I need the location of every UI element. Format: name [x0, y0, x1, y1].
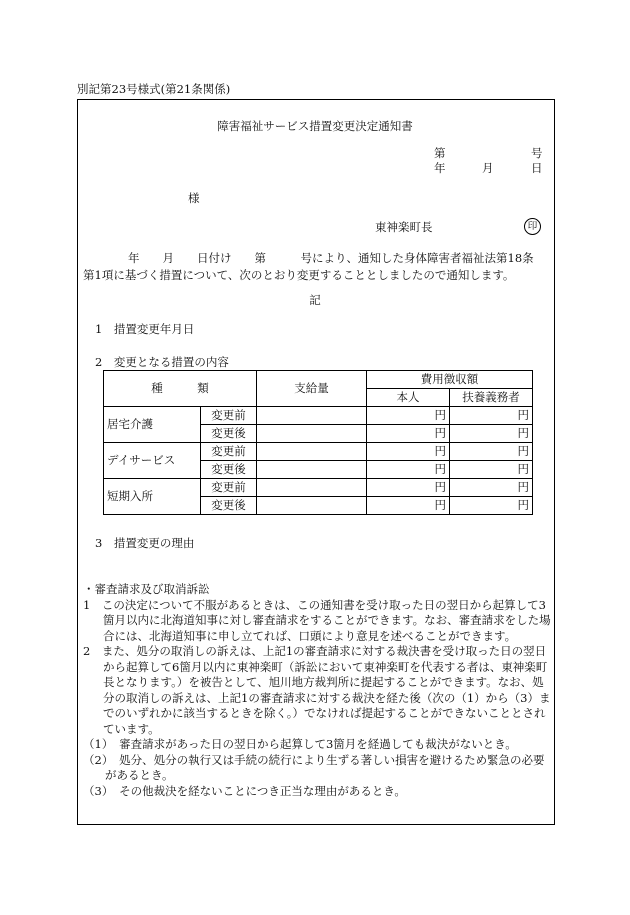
ki-heading: 記 [309, 293, 321, 307]
date-month: 月 [482, 161, 494, 175]
change-after: 変更後 [201, 425, 257, 443]
section-1-heading: 1 措置変更年月日 [95, 322, 195, 336]
yen-cell: 円 [450, 497, 533, 515]
amount-cell [257, 443, 367, 461]
service-name: 短期入所 [104, 479, 201, 515]
intro-line-2: 第1項に基づく措置について、次のとおり変更することとしましたので通知します。 [83, 268, 515, 282]
appeal-paragraph-2: 2 また、処分の取消しの訴えは、上記1の審査請求に対する裁決書を受け取った日の翌日から起算して6箇月以内に東神楽町（訴訟において東神楽町を代表する者は、東神楽町長となります。）を被告として、旭川地方裁判所に提起することができます。なお、処分の取消しの訴えは、上記1の審査請求に対する裁決を経た後（次の（1）から（3）までのいずれかに該当するときを除く。）でなければ提起することができないこととされています。 [83, 644, 551, 736]
yen-cell: 円 [367, 443, 450, 461]
amount-cell [257, 479, 367, 497]
yen-cell: 円 [450, 443, 533, 461]
seal-mark: 印 [524, 218, 541, 235]
date-day: 日 [531, 161, 543, 175]
change-after: 変更後 [201, 497, 257, 515]
appeal-item-3: （3） その他裁決を経ないことにつき正当な理由があるとき。 [83, 783, 406, 798]
yen-cell: 円 [367, 497, 450, 515]
service-name: デイサービス [104, 443, 201, 479]
header-guardian: 扶養義務者 [450, 389, 533, 407]
addressee-suffix: 様 [188, 191, 200, 205]
appeal-item-2: （2） 処分、処分の執行又は手続の続行により生ずる著しい損害を避けるため緊急の必要があるとき。 [83, 752, 545, 782]
header-self: 本人 [367, 389, 450, 407]
ref-no-prefix: 第 [434, 146, 446, 160]
yen-cell: 円 [450, 461, 533, 479]
form-label: 別記第23号様式(第21条関係) [77, 82, 231, 96]
appeal-notice [83, 582, 553, 799]
yen-cell: 円 [367, 425, 450, 443]
issuer-name: 東神楽町長 [375, 220, 433, 234]
change-before: 変更前 [201, 479, 257, 497]
change-after: 変更後 [201, 461, 257, 479]
document-title: 障害福祉サービス措置変更決定通知書 [217, 119, 413, 133]
yen-cell: 円 [367, 461, 450, 479]
appeal-heading: ・審査請求及び取消訴訟 [83, 582, 210, 596]
header-fee: 費用徴収額 [367, 371, 533, 389]
yen-cell: 円 [450, 407, 533, 425]
change-before: 変更前 [201, 443, 257, 461]
intro-line-1: 年 月 日付け 第 号により、通知した身体障害者福祉法第18条 [128, 251, 534, 265]
section-2-heading: 2 変更となる措置の内容 [95, 355, 229, 369]
ref-no-suffix: 号 [531, 146, 543, 160]
fee-table [103, 370, 533, 515]
amount-cell [257, 461, 367, 479]
header-amount: 支給量 [257, 371, 367, 407]
amount-cell [257, 497, 367, 515]
header-type: 種 類 [104, 371, 257, 407]
yen-cell: 円 [367, 479, 450, 497]
intro-paragraph [83, 250, 553, 284]
change-before: 変更前 [201, 407, 257, 425]
yen-cell: 円 [450, 479, 533, 497]
section-3-heading: 3 措置変更の理由 [95, 536, 195, 550]
date-year: 年 [434, 161, 446, 175]
appeal-item-1: （1） 審査請求があった日の翌日から起算して3箇月を経過しても裁決がないとき。 [83, 737, 517, 751]
yen-cell: 円 [367, 407, 450, 425]
service-name: 居宅介護 [104, 407, 201, 443]
yen-cell: 円 [450, 425, 533, 443]
appeal-paragraph-1: 1 この決定について不服があるときは、この通知書を受け取った日の翌日から起算して3箇月以内に北海道知事に対し審査請求をすることができます。なお、審査請求をした場合には、北海道知事に申し立てれば、口頭により意見を述べることができます。 [83, 597, 551, 643]
amount-cell [257, 425, 367, 443]
amount-cell [257, 407, 367, 425]
